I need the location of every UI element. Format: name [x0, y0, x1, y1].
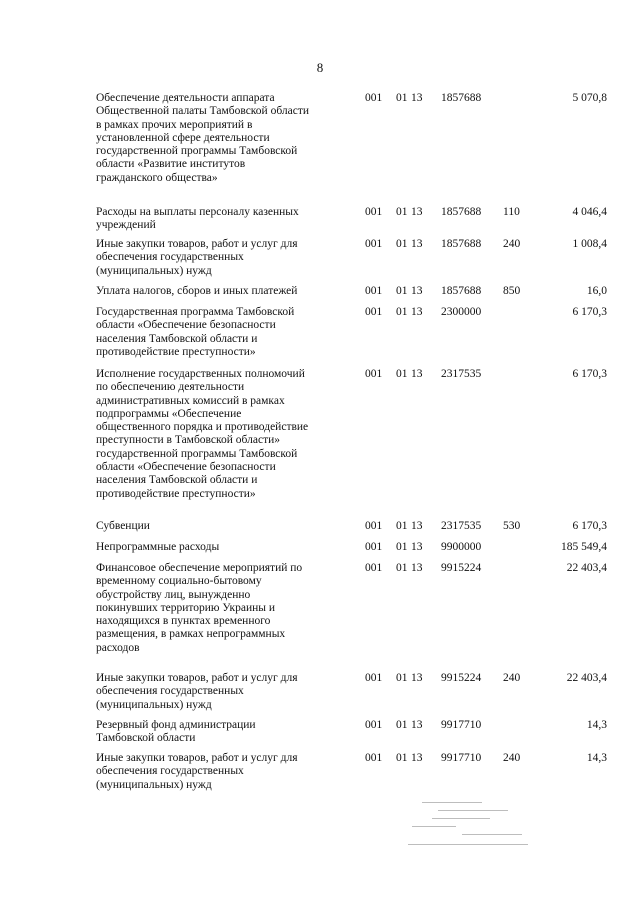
- row-name-line: обеспечения государственных: [96, 685, 244, 698]
- razdel-code: 01: [396, 672, 408, 684]
- target-article-code: 9915224: [441, 672, 482, 684]
- page-number: 8: [316, 60, 324, 75]
- row-name-line: Государственная программа Тамбовской: [96, 306, 295, 318]
- razdel-code: 01: [396, 752, 408, 764]
- row-name-line: установленной сфере деятельности: [96, 131, 270, 144]
- row-name: [96, 206, 358, 233]
- podrazdel-code: 13: [411, 672, 423, 684]
- faint-stamp-mark: [402, 796, 552, 854]
- target-article-code: 1857688: [441, 285, 482, 297]
- row-name-line: Иные закупки товаров, работ и услуг для: [96, 752, 298, 764]
- row-name-line: расходов: [96, 641, 140, 654]
- grbs-code: 001: [365, 206, 383, 218]
- row-name-line: общественного порядка и противодействие: [96, 421, 309, 434]
- row-name-line: Резервный фонд администрации: [96, 719, 256, 731]
- grbs-code: 001: [365, 92, 383, 104]
- grbs-code: 001: [365, 719, 383, 731]
- target-article-code: 1857688: [441, 92, 482, 104]
- row-name-line: (муниципальных) нужд: [96, 778, 212, 791]
- amount: 6 170,3: [572, 368, 607, 380]
- row-name-line: подпрограммы «Обеспечение: [96, 407, 242, 420]
- row-name-line: гражданского общества»: [96, 171, 218, 184]
- expense-type-code: 850: [503, 285, 521, 297]
- razdel-code: 01: [396, 541, 408, 553]
- podrazdel-code: 13: [411, 541, 423, 553]
- row-name-line: Тамбовской области: [96, 732, 196, 745]
- row-name-line: Иные закупки товаров, работ и услуг для: [96, 672, 298, 684]
- row-name-line: населения Тамбовской области и: [96, 474, 258, 487]
- expense-type-code: 240: [503, 672, 521, 684]
- grbs-code: 001: [365, 672, 383, 684]
- razdel-code: 01: [396, 92, 408, 104]
- row-name-line: в рамках прочих мероприятий в: [96, 118, 253, 131]
- row-name: [96, 368, 358, 501]
- amount: 22 403,4: [566, 672, 607, 684]
- target-article-code: 9900000: [441, 541, 482, 553]
- row-name-line: по обеспечению деятельности: [96, 381, 245, 394]
- row-name-line: Обеспечение деятельности аппарата: [96, 92, 275, 104]
- expense-type-code: 110: [503, 206, 520, 218]
- podrazdel-code: 13: [411, 752, 423, 764]
- razdel-code: 01: [396, 520, 408, 532]
- podrazdel-code: 13: [411, 306, 423, 318]
- target-article-code: 2300000: [441, 306, 482, 318]
- row-name: [96, 520, 358, 533]
- target-article-code: 2317535: [441, 520, 482, 532]
- expense-type-code: 240: [503, 238, 521, 250]
- grbs-code: 001: [365, 752, 383, 764]
- row-name-line: преступности в Тамбовской области»: [96, 434, 280, 447]
- row-name-line: обеспечения государственных: [96, 765, 244, 778]
- amount: 1 008,4: [572, 238, 607, 250]
- row-name-line: (муниципальных) нужд: [96, 698, 212, 711]
- row-name-line: Расходы на выплаты персоналу казенных: [96, 206, 299, 218]
- row-name-line: учреждений: [96, 219, 156, 232]
- row-name-line: Исполнение государственных полномочий: [96, 368, 305, 380]
- row-name-line: Непрограммные расходы: [96, 541, 220, 553]
- amount: 6 170,3: [572, 306, 607, 318]
- row-name-line: Уплата налогов, сборов и иных платежей: [96, 285, 298, 297]
- target-article-code: 1857688: [441, 206, 482, 218]
- grbs-code: 001: [365, 368, 383, 380]
- amount: 16,0: [586, 285, 607, 297]
- row-name-line: находящихся в пунктах временного: [96, 615, 271, 628]
- target-article-code: 9917710: [441, 719, 482, 731]
- row-name-line: Финансовое обеспечение мероприятий по: [96, 562, 303, 574]
- row-name-line: (муниципальных) нужд: [96, 264, 212, 277]
- podrazdel-code: 13: [411, 285, 423, 297]
- amount: 14,3: [586, 752, 607, 764]
- row-name-line: Иные закупки товаров, работ и услуг для: [96, 238, 298, 250]
- podrazdel-code: 13: [411, 368, 423, 380]
- podrazdel-code: 13: [411, 238, 423, 250]
- row-name-line: государственной программы Тамбовской: [96, 145, 298, 158]
- target-article-code: 1857688: [441, 238, 482, 250]
- razdel-code: 01: [396, 306, 408, 318]
- row-name-line: административных комиссий в рамках: [96, 394, 285, 407]
- row-name-line: Субвенции: [96, 520, 150, 532]
- razdel-code: 01: [396, 285, 408, 297]
- row-name: [96, 541, 358, 554]
- target-article-code: 9917710: [441, 752, 482, 764]
- target-article-code: 9915224: [441, 562, 482, 574]
- row-name-line: размещения, в рамках непрограммных: [96, 628, 286, 641]
- row-name-line: противодействие преступности»: [96, 487, 256, 500]
- row-name: [96, 752, 358, 792]
- expense-type-code: 530: [503, 520, 521, 532]
- grbs-code: 001: [365, 520, 383, 532]
- amount: 22 403,4: [566, 562, 607, 574]
- podrazdel-code: 13: [411, 206, 423, 218]
- row-name-line: обеспечения государственных: [96, 251, 244, 264]
- razdel-code: 01: [396, 206, 408, 218]
- row-name-line: области «Развитие институтов: [96, 158, 246, 171]
- row-name-line: временному социально-бытовому: [96, 575, 262, 588]
- podrazdel-code: 13: [411, 719, 423, 731]
- row-name: [96, 562, 358, 655]
- grbs-code: 001: [365, 238, 383, 250]
- razdel-code: 01: [396, 719, 408, 731]
- row-name: [96, 719, 358, 746]
- razdel-code: 01: [396, 238, 408, 250]
- row-name-line: обустройству лиц, вынужденно: [96, 588, 251, 601]
- amount: 4 046,4: [572, 206, 607, 218]
- target-article-code: 2317535: [441, 368, 482, 380]
- row-name: [96, 238, 358, 278]
- row-name-line: области «Обеспечение безопасности: [96, 461, 276, 474]
- razdel-code: 01: [396, 368, 408, 380]
- row-name-line: покинувших территорию Украины и: [96, 601, 276, 614]
- grbs-code: 001: [365, 285, 383, 297]
- row-name: [96, 92, 358, 185]
- razdel-code: 01: [396, 562, 408, 574]
- grbs-code: 001: [365, 306, 383, 318]
- row-name-line: населения Тамбовской области и: [96, 332, 258, 345]
- podrazdel-code: 13: [411, 92, 423, 104]
- row-name-line: области «Обеспечение безопасности: [96, 319, 276, 332]
- amount: 14,3: [586, 719, 607, 731]
- amount: 5 070,8: [572, 92, 607, 104]
- grbs-code: 001: [365, 541, 383, 553]
- row-name-line: Общественной палаты Тамбовской области: [96, 105, 310, 118]
- amount: 6 170,3: [572, 520, 607, 532]
- amount: 185 549,4: [561, 541, 607, 553]
- row-name: [96, 285, 358, 298]
- expense-type-code: 240: [503, 752, 521, 764]
- podrazdel-code: 13: [411, 520, 423, 532]
- row-name: [96, 672, 358, 712]
- grbs-code: 001: [365, 562, 383, 574]
- row-name-line: противодействие преступности»: [96, 345, 256, 358]
- podrazdel-code: 13: [411, 562, 423, 574]
- row-name-line: государственной программы Тамбовской: [96, 447, 298, 460]
- row-name: [96, 306, 358, 359]
